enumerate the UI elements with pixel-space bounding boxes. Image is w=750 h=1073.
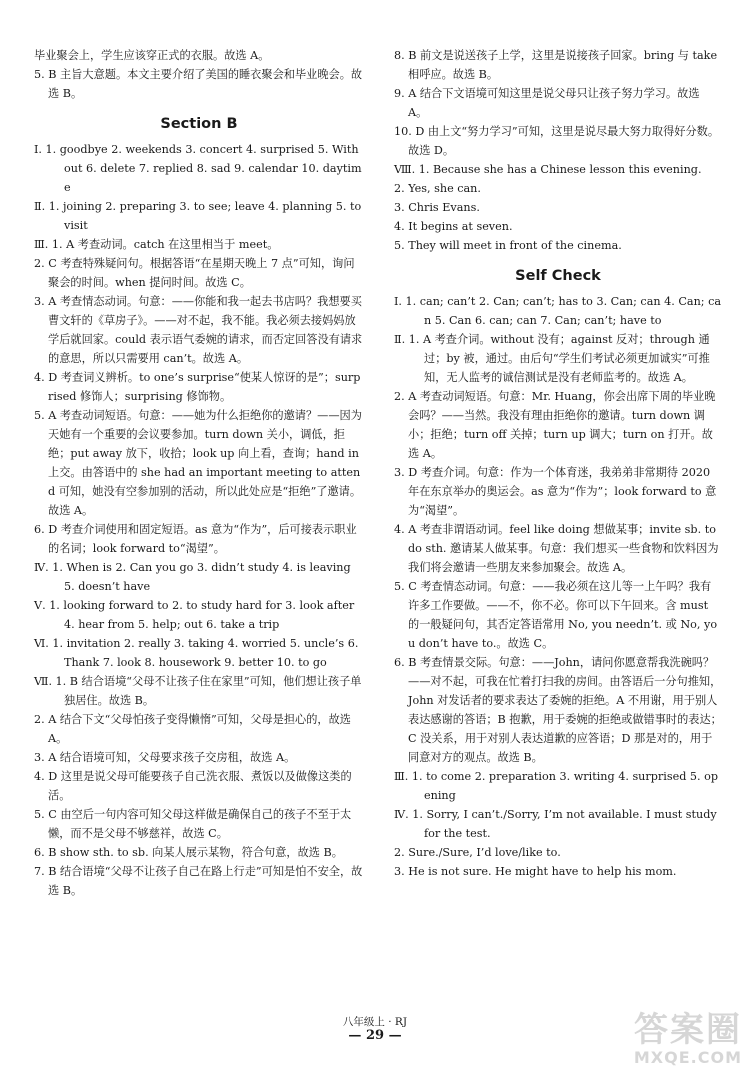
answer-line: 5. C 由空后一句内容可知父母这样做是确保自己的孩子不至于太懒，而不是父母不够慈祥，故选 C。 [34, 808, 352, 840]
answer-line: 5. They will meet in front of the cinema. [394, 239, 622, 252]
answer-line: Ⅰ. 1. can; can’t 2. Can; can’t; has to 3. Can; can 4. Can; can 5. Can 6. can; can 7. Can; can’t; have to [394, 295, 722, 327]
answer-line: 2. Yes, she can. [394, 182, 481, 195]
answer-line: Ⅱ. 1. A 考查介词。without 没有；against 反对；through 通过；by 被，通过。由后句“学生们考试必须更加诚实”可推知，无人监考的诚信测试是没有老师监考的。故选 A。 [394, 333, 710, 384]
left-column [34, 46, 364, 900]
answer-line: Ⅲ. 1. A 考查动词。catch 在这里相当于 meet。 [34, 238, 279, 251]
right-column [394, 46, 722, 881]
answer-line: 5. B 主旨大意题。本文主要介绍了美国的睡衣聚会和毕业晚会。故选 B。 [34, 68, 363, 100]
answer-line: 5. A 考查动词短语。句意：——她为什么拒绝你的邀请？——因为天她有一个重要的会议要参加。turn down 关小，调低，拒绝；put away 放下，收拾；look up 向上看，查询；hand in 上交。由答语中的 she had an important meeting to attend 可知，她没有空参加别的活动，所以此处应是“拒绝”了邀请。故选 A。 [34, 409, 362, 517]
answer-line: 9. A 结合下文语境可知这里是说父母只让孩子努力学习。故选 A。 [394, 87, 700, 119]
answer-line: 4. A 考查非谓语动词。feel like doing 想做某事；invite sb. to do sth. 邀请某人做某事。句意：我们想买一些食物和饮料因为我们将会邀请一些朋友来参加聚会。故选 A。 [394, 523, 719, 574]
answer-line: 2. A 考查动词短语。句意：Mr. Huang，你会出席下周的毕业晚会吗？——当然。我没有理由拒绝你的邀请。turn down 调小；拒绝；turn off 关掉；turn up 调大；turn on 打开。故选 A。 [394, 390, 716, 460]
answer-line: 2. A 结合下文“父母怕孩子变得懒惰”可知，父母是担心的，故选 A。 [34, 713, 351, 745]
answer-line: 3. Chris Evans. [394, 201, 480, 214]
watermark-line2: MXQE.COM [633, 1048, 742, 1067]
answer-line: 2. Sure./Sure, I’d love/like to. [394, 846, 561, 859]
grade-label: 八年级上 · RJ [342, 1016, 408, 1028]
answer-line: 10. D 由上文“努力学习”可知，这里是说尽最大努力取得好分数。故选 D。 [394, 125, 720, 157]
answer-line: 3. A 结合语境可知，父母要求孩子交房租，故选 A。 [34, 751, 296, 764]
answer-line: Ⅷ. 1. Because she has a Chinese lesson this evening. [394, 163, 702, 176]
watermark-logo [634, 1012, 742, 1067]
answer-line: 6. D 考查介词使用和固定短语。as 意为“作为”，后可接表示职业的名词；look forward to“渴望”。 [34, 523, 357, 555]
answer-line: 6. B show sth. to sb. 向某人展示某物，符合句意，故选 B。 [34, 846, 343, 859]
answer-line: 6. B 考查情景交际。句意：——John，请问你愿意帮我洗碗吗？——对不起，可我在忙着打扫我的房间。由答语后一分句推知，John 对发话者的要求表达了委婉的拒绝。A 不用谢，用于别人表达感谢的答语；B 抱歉，用于委婉的拒绝或做错事时的表达；C 没关系，用于对别人表达道歉的应答语；D 那是对的，用于同意对方的观点。故选 B。 [394, 656, 722, 764]
answer-line: 4. It begins at seven. [394, 220, 513, 233]
answer-line: 毕业聚会上，学生应该穿正式的衣服。故选 A。 [34, 49, 270, 62]
answer-line: 4. D 这里是说父母可能要孩子自己洗衣服、煮饭以及做像这类的活。 [34, 770, 352, 802]
answer-line: Ⅶ. 1. B 结合语境“父母不让孩子住在家里”可知，他们想让孩子单独居住。故选 B。 [34, 675, 362, 707]
answer-line: 3. A 考查情态动词。句意：——你能和我一起去书店吗？我想要买曹文轩的《草房子》。——对不起，我不能。我必须去接妈妈放学后就回家。could 表示语气委婉的请求，而否定回答没有请求的意思，所以只需要用 can’t。故选 A。 [34, 295, 363, 365]
page-number: — 29 — [348, 1028, 402, 1043]
answer-line: 5. C 考查情态动词。句意：——我必须在这儿等一上午吗？我有许多工作要做。——不，你不必。你可以下午回来。含 must 的一般疑问句，其否定答语常用 No, you needn’t. 或 No, you don’t have to.。故选 C。 [394, 580, 718, 650]
answer-line: 8. B 前文是说送孩子上学，这里是说接孩子回家。bring 与 take 相呼应。故选 B。 [394, 49, 718, 81]
answer-line: Ⅳ. 1. Sorry, I can’t./Sorry, I’m not available. I must study for the test. [394, 808, 717, 840]
answer-line: 3. He is not sure. He might have to help his mom. [394, 865, 677, 878]
section-heading: Self Check [515, 268, 601, 284]
answer-line: Ⅵ. 1. invitation 2. really 3. taking 4. worried 5. uncle’s 6. Thank 7. look 8. housework 9. better 10. to go [34, 637, 359, 669]
answer-line: Ⅴ. 1. looking forward to 2. to study hard for 3. look after 4. hear from 5. help; out 6. take a trip [34, 599, 355, 631]
answer-line: Ⅳ. 1. When is 2. Can you go 3. didn’t study 4. is leaving 5. doesn’t have [34, 561, 351, 593]
answer-line: 2. C 考查特殊疑问句。根据答语“在星期天晚上 7 点”可知，询问聚会的时间。when 提问时间。故选 C。 [34, 257, 355, 289]
answer-line: 7. B 结合语境“父母不让孩子自己在路上行走”可知是怕不安全，故选 B。 [34, 865, 363, 897]
watermark-line1: 答案圈 [634, 1010, 742, 1050]
answer-line: Ⅱ. 1. joining 2. preparing 3. to see; leave 4. planning 5. to visit [34, 200, 362, 232]
section-heading: Section B [160, 116, 238, 132]
answer-line: 3. D 考查介词。句意：作为一个体育迷，我弟弟非常期待 2020 年在东京举办的奥运会。as 意为“作为”；look forward to 意为“渴望”。 [394, 466, 717, 517]
answer-line: Ⅰ. 1. goodbye 2. weekends 3. concert 4. surprised 5. Without 6. delete 7. replied 8. sad 9. calendar 10. daytime [34, 143, 362, 194]
answer-line: Ⅲ. 1. to come 2. preparation 3. writing 4. surprised 5. opening [394, 770, 719, 802]
answer-line: 4. D 考查词义辨析。to one’s surprise“使某人惊讶的是”；surprised 修饰人；surprising 修饰物。 [34, 371, 361, 403]
